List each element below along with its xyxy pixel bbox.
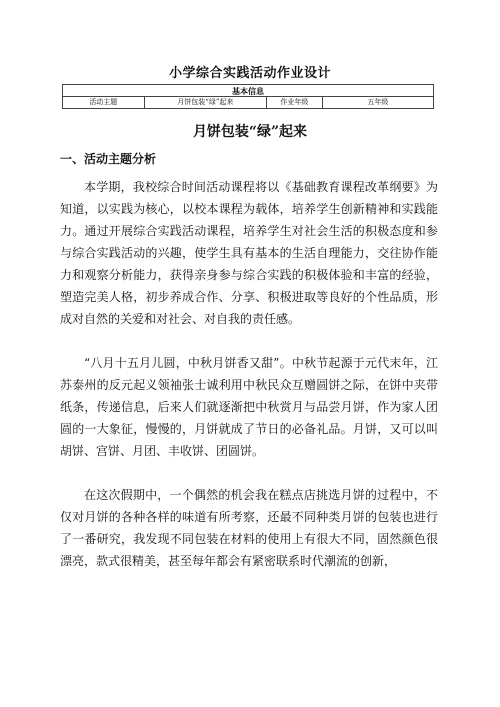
heading-activity-analysis: 一、活动主题分析 xyxy=(60,152,157,166)
document-title: 小学综合实践活动作业设计 xyxy=(168,66,331,81)
paragraph: “八月十五月儿圆，中秋月饼香又甜”。中秋节起源于元代末年，江苏泰州的反元起义领袖张士诚利用中秋民众互赠圆饼之际，在饼中夹带纸条，传递信息，后来人们就逐渐把中秋赏月与品尝月饼，作为家人团圆的一大象征，慢慢的，月饼就成了节日的必备礼品。月饼，又可以叫胡饼、宫饼、月团、丰收饼、团圆饼。 xyxy=(60,356,438,458)
info-table-row xyxy=(63,97,434,109)
info-cell-grade-label: 作业年级 xyxy=(267,97,323,109)
info-cell-theme-label: 活动主题 xyxy=(63,97,145,109)
info-cell-grade-value: 五年级 xyxy=(322,97,433,109)
info-cell-theme-value: 月饼包装“绿”起来 xyxy=(144,97,266,109)
paragraph: 在这次假期中，一个偶然的机会我在糕点店挑选月饼的过程中，不仅对月饼的各种各样的味道有所考察，还最不同种类月饼的包装也进行了一番研究，我发现不同包装在材料的使用上有很大不同，固然颜色很漂亮，款式很精美，甚至每年都会有紧密联系时代潮流的创新， xyxy=(60,488,438,568)
info-table-header: 基本信息 xyxy=(63,85,434,97)
paragraph: 本学期，我校综合时间活动课程将以《基础教育课程改革纲要》为知道，以实践为核心，以校本课程为载体，培养学生创新精神和实践能力。通过开展综合实践活动课程，培养学生对社会生活的积极态度和参与综合实践活动的兴趣，使学生具有基本的生活自理能力，交往协作能力和观察分析能力，获得亲身参与综合实践的积极体验和丰富的经验，塑造完美人格，初步养成合作、分享、积极进取等良好的个性品质，形成对自然的关爱和对社会、对自我的责任感。 xyxy=(60,180,438,326)
info-table xyxy=(62,84,434,109)
section-title: 月饼包装“绿”起来 xyxy=(192,124,308,140)
info-table-header-row xyxy=(63,85,434,97)
